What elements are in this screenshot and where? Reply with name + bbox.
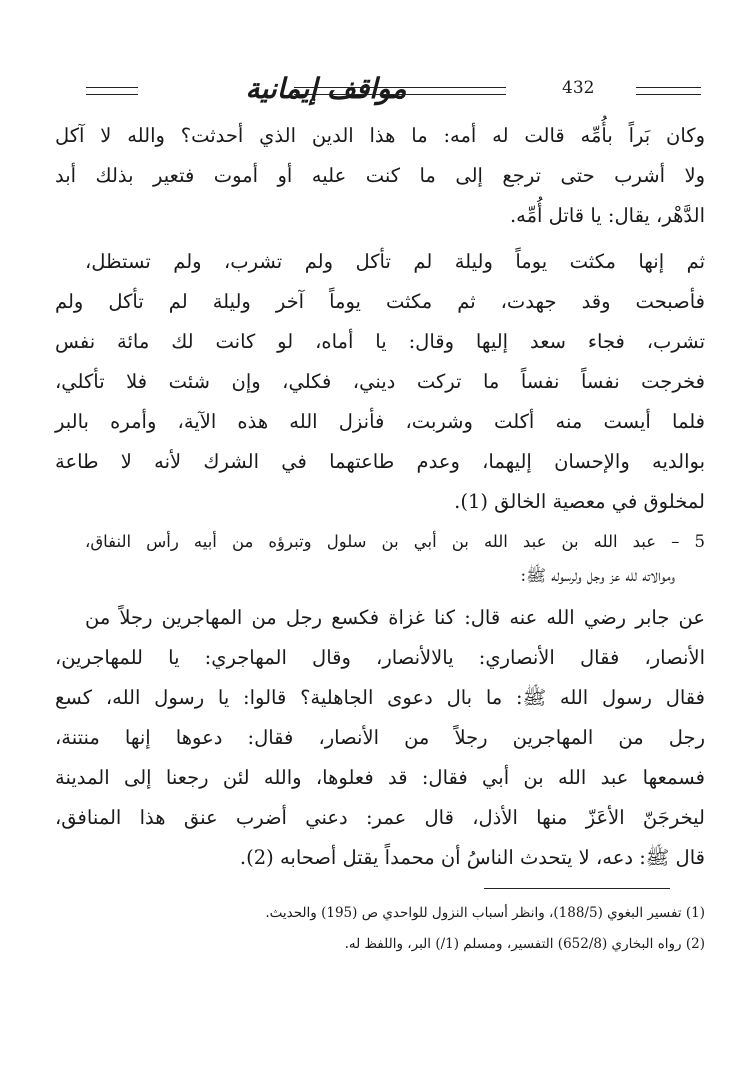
header-rule-middle [294, 87, 506, 95]
text-line: ثم إنها مكثت يوماً وليلة لم تأكل ولم تشرب، ولم تستظل، [85, 250, 705, 273]
footnote-separator [484, 888, 670, 889]
text-line: عن جابر رضي الله عنه قال: كنا غزاة فكسع رجل من المهاجرين رجلاً من [85, 606, 705, 629]
text-line: فقال رسول الله ﷺ: ما بال دعوى الجاهلية؟ قالوا: يا رسول الله، كسع [55, 686, 705, 709]
text-line: تشرب، فجاء سعد إليها وقال: يا أماه، لو كانت لك مائة نفس [55, 330, 705, 353]
text-line: فأصبحت وقد جهدت، ثم مكثت يوماً آخر وليلة لم تأكل ولم [55, 290, 705, 313]
text-line: بوالديه والإحسان إليهما، وعدم طاعتهما في الشرك لأنه لا طاعة [55, 450, 705, 473]
text-line: ولا أشرب حتى ترجع إلى ما كنت عليه أو أموت فتعير بذلك أبد [55, 164, 705, 187]
running-title: مواقف إيمانية [245, 72, 407, 105]
text-line: لمخلوق في معصية الخالق (1). [454, 490, 705, 513]
text-line: الأنصار، فقال الأنصاري: يالالأنصار، وقال المهاجري: يا للمهاجرين، [55, 646, 705, 669]
text-line: الدَّهْر، يقال: يا قاتل أُمِّه. [509, 204, 705, 227]
footnote: (1) تفسير البغوي (188/5)، وانظر أسباب النزول للواحدي ص (195) والحديث. [265, 905, 705, 921]
footnote: (2) رواه البخاري (652/8) التفسير، ومسلم (1/) البر، واللفظ له. [344, 936, 705, 952]
page-header [86, 74, 706, 114]
text-line: ليخرجَنّ الأعَزّ منها الأذل، قال عمر: دعني أضرب عنق هذا المنافق، [55, 806, 705, 829]
text-line: فخرجت نفساً نفساً ما تركت ديني، فكلي، وإن شئت فلا تأكلي، [55, 370, 705, 393]
section-heading: وموالاته لله عز وجل ولرسوله ﷺ: [520, 566, 675, 585]
text-line: فسمعها عبد الله بن أبي فقال: قد فعلوها، والله لئن رجعنا إلى المدينة [55, 766, 705, 789]
text-line: وكان بَراً بأُمِّه قالت له أمه: ما هذا الدين الذي أحدثت؟ والله لا آكل [55, 124, 705, 147]
header-rule-right [636, 87, 701, 95]
text-line: رجل من المهاجرين رجلاً من الأنصار، فقال: دعوها إنها منتنة، [55, 726, 705, 749]
text-line: قال ﷺ: دعه، لا يتحدث الناسُ أن محمداً يقتل أصحابه (2). [239, 846, 705, 869]
text-line: فلما أيست منه أكلت وشربت، فأنزل الله هذه الآية، وأمره بالبر [55, 410, 705, 433]
header-rule-left [86, 87, 138, 95]
page-number: 432 [562, 78, 595, 98]
section-heading: 5 – عبد الله بن عبد الله بن أبي بن سلول وتبرؤه من أبيه رأس النفاق، [85, 532, 705, 551]
